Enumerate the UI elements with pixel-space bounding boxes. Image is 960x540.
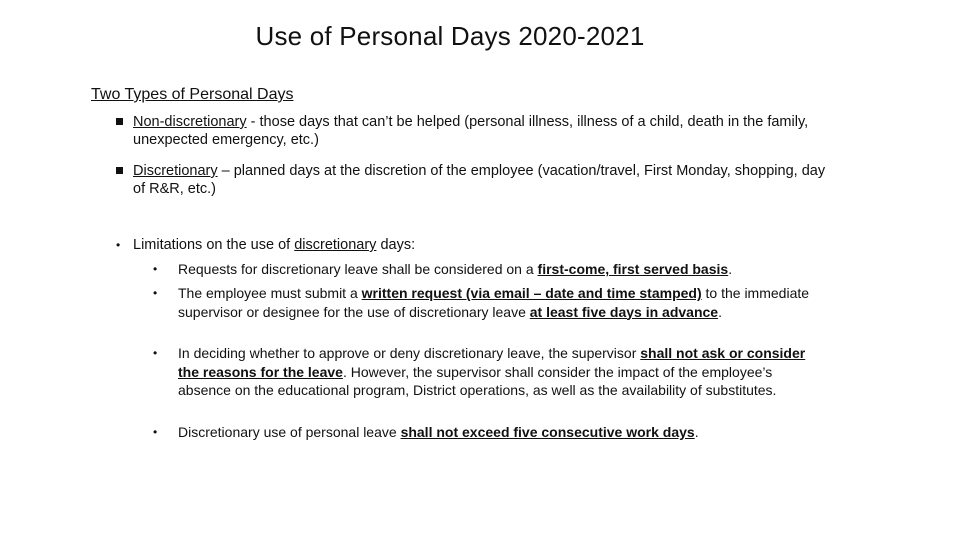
type-term: Discretionary xyxy=(133,163,218,179)
limitation-item xyxy=(178,344,828,400)
limitation-text: In deciding whether to approve or deny discretionary leave, the supervisor xyxy=(178,345,641,361)
type-term: Non-discretionary xyxy=(133,114,247,130)
bullet-dot-icon: • xyxy=(153,286,158,300)
limitations-intro xyxy=(133,237,415,253)
bullet-dot-icon: • xyxy=(153,262,158,276)
square-bullet-icon xyxy=(116,167,123,174)
limitation-emphasis: written request (via email – date and time stamped) xyxy=(361,285,702,301)
limitation-text-end: . xyxy=(728,261,733,277)
limitation-text-end: . xyxy=(694,424,699,440)
limitation-emphasis: shall not exceed five consecutive work days xyxy=(400,424,695,440)
type-text: those days that can’t be helped (personal illness, illness of a child, death in the family, unexpected emergency, etc.) xyxy=(133,114,809,148)
limitation-emphasis: shall not ask or consider the reasons for the leave xyxy=(178,345,806,380)
limitation-item xyxy=(178,284,828,321)
type-item-non-discretionary xyxy=(133,113,833,149)
type-text: planned days at the discretion of the employee (vacation/travel, First Monday, shopping, day of R&R, etc.) xyxy=(133,163,826,197)
section-heading: Two Types of Personal Days xyxy=(91,86,294,103)
limitations-intro-prefix: Limitations on the use of xyxy=(133,237,295,253)
page-title: Use of Personal Days 2020-2021 xyxy=(255,21,645,51)
limitation-text-end: . xyxy=(718,303,722,320)
limitation-text: Discretionary use of personal leave xyxy=(178,424,401,440)
limitation-item xyxy=(178,260,828,279)
bullet-dot-icon: • xyxy=(153,346,158,360)
limitation-emphasis: first-come, first served basis xyxy=(537,261,729,277)
limitation-text: The employee must submit a xyxy=(178,285,362,301)
limitation-text-end: . However, the supervisor shall consider the impact of the employee’s absence on the educational program, District operations, as well as the availability of substitutes. xyxy=(178,363,777,398)
limitations-intro-suffix: days: xyxy=(376,237,416,253)
limitation-item xyxy=(178,423,828,442)
limitation-text-middle: to the immediate supervisor or designee for the use of discretionary leave xyxy=(178,285,810,320)
limitation-text: Requests for discretionary leave shall be considered on a xyxy=(178,261,538,277)
limitation-emphasis-2: at least five days in advance xyxy=(529,303,719,320)
bullet-dot-icon: • xyxy=(153,425,158,439)
type-separator: – xyxy=(217,163,234,179)
square-bullet-icon xyxy=(116,118,123,125)
type-item-discretionary xyxy=(133,162,833,198)
bullet-dot-icon: • xyxy=(116,238,121,252)
limitations-intro-term: discretionary xyxy=(294,237,377,253)
type-separator: - xyxy=(246,114,260,130)
